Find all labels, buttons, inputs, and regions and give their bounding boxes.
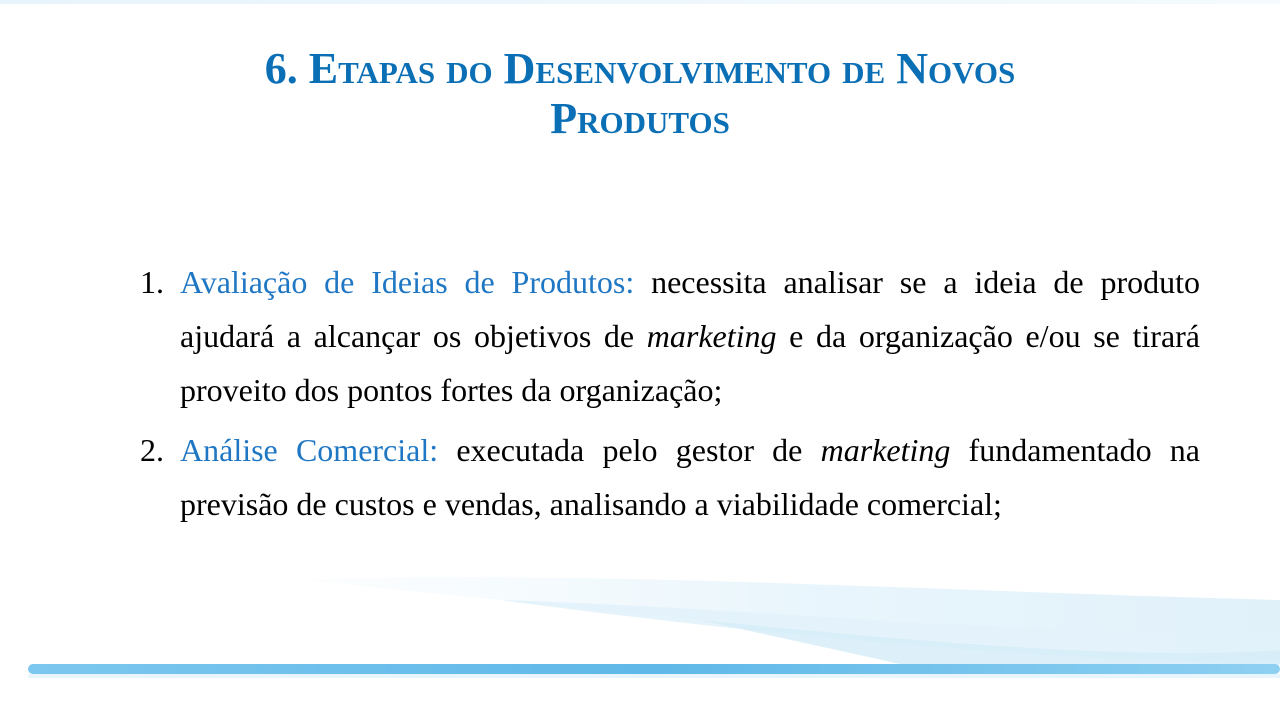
numbered-list xyxy=(140,255,1200,537)
list-item-text: executada pelo gestor de xyxy=(438,432,821,468)
decorative-wave-band xyxy=(0,560,1280,720)
slide-title-line-1: 6. Etapas do Desenvolvimento de Novos xyxy=(264,44,1016,93)
top-rule xyxy=(0,0,1280,4)
list-item-text: e da organização e/ou se tirará proveito dos pontos fortes da organização; xyxy=(180,318,1201,408)
list-item-number: 1. xyxy=(140,264,164,300)
accent-band-shadow xyxy=(28,674,1280,678)
slide-title-line-2: Produtos xyxy=(550,94,730,143)
list-item-heading: Avaliação de Ideias de Produtos: xyxy=(180,264,635,300)
list-item xyxy=(140,423,1200,531)
list-item-heading: Análise Comercial: xyxy=(180,432,439,468)
list-item-italic-term: marketing xyxy=(646,318,777,354)
list-item-text: necessita analisar se a ideia de produto ajudará a alcançar os objetivos de xyxy=(180,264,1201,354)
list-item-italic-term: marketing xyxy=(820,432,951,468)
list-item xyxy=(140,255,1200,417)
list-item-number: 2. xyxy=(140,432,164,468)
list-item-text: fundamentado na previsão de custos e vendas, analisando a viabilidade comercial; xyxy=(180,432,1201,522)
accent-band xyxy=(28,664,1280,674)
slide-title xyxy=(140,44,1140,144)
